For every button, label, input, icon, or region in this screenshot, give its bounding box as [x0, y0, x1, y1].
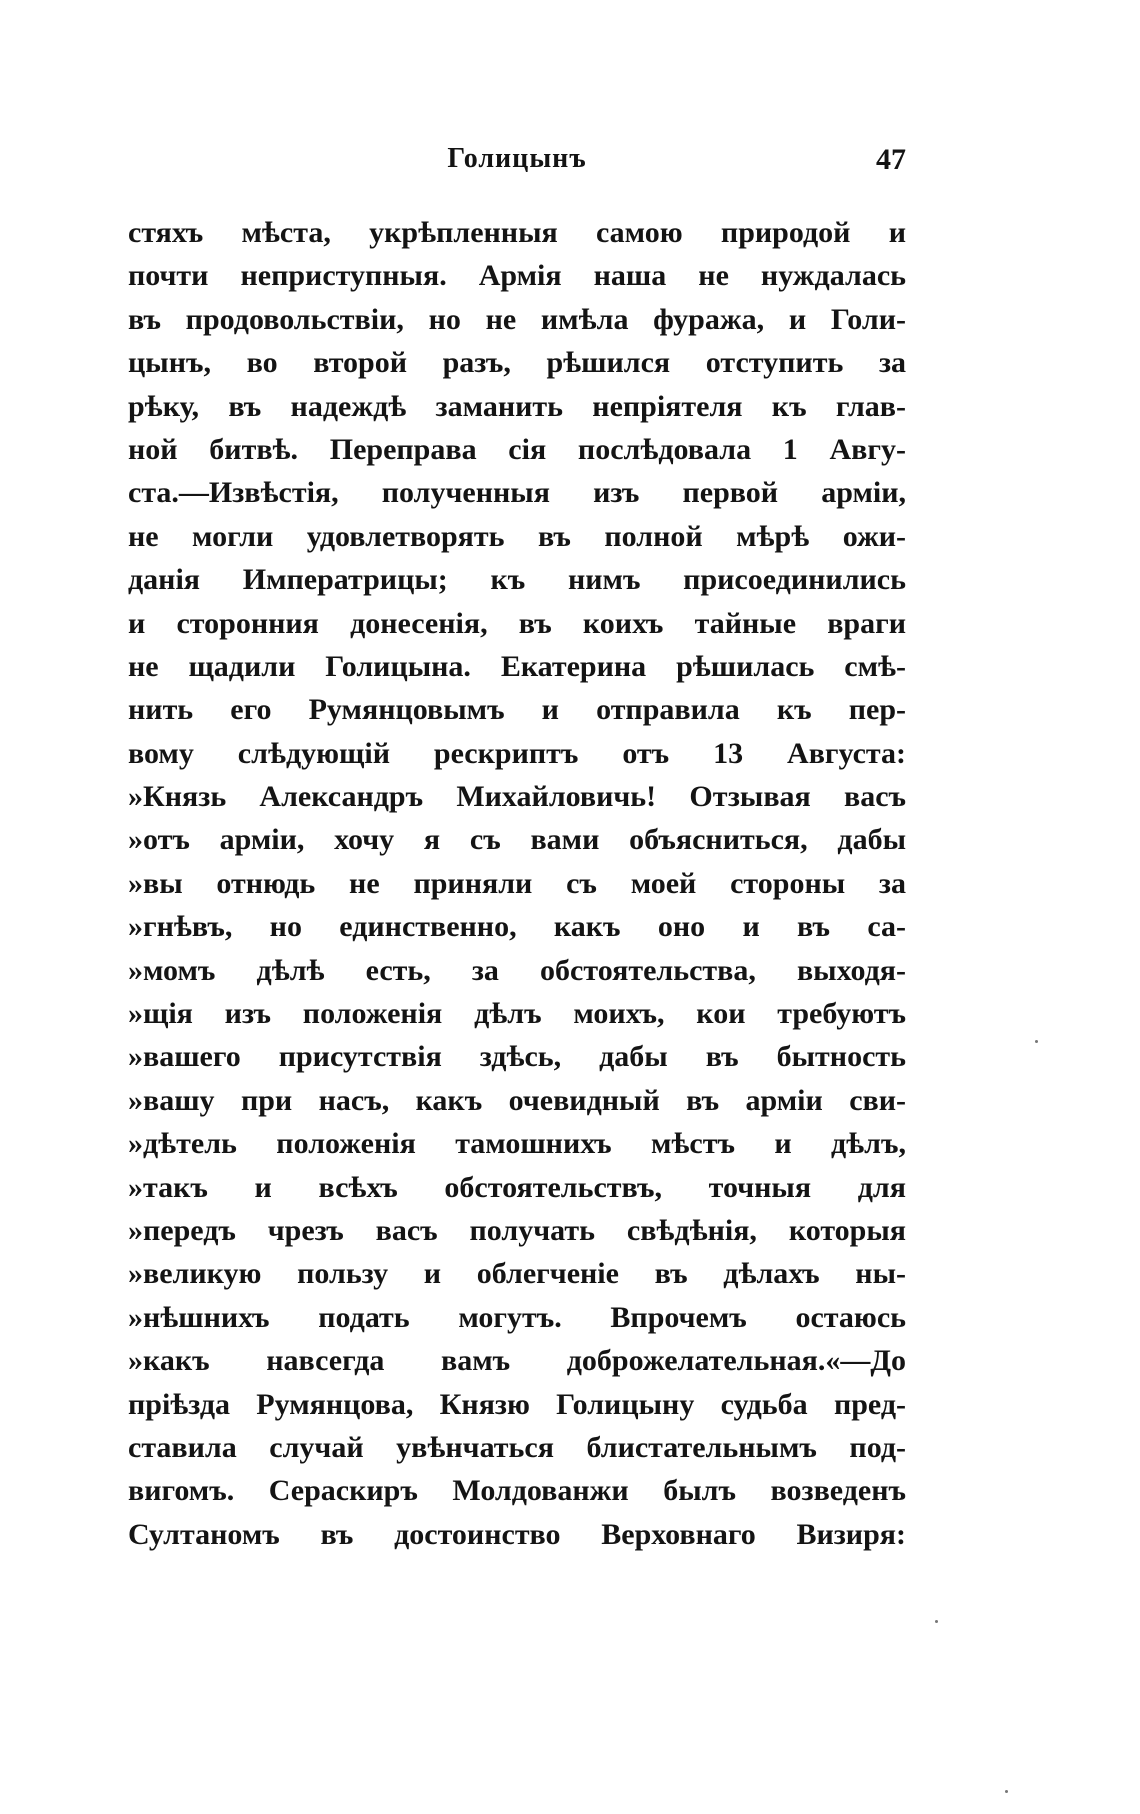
text-line: Султаномъ въ достоинство Верховнаго Визиря:: [128, 1517, 906, 1551]
page-number: 47: [876, 143, 906, 176]
text-line: почти неприступныя. Армія наша не нуждалась: [128, 259, 906, 293]
text-line: »момъ дѣлѣ есть, за обстоятельства, выходя-: [128, 953, 906, 987]
paper-speck: [1005, 1790, 1008, 1793]
text-line: и сторонния донесенія, въ коихъ тайные враги: [128, 606, 906, 640]
text-line: »вашу при насъ, какъ очевидный въ арміи сви-: [128, 1083, 906, 1117]
text-line: не щадили Голицына. Екатерина рѣшилась смѣ-: [128, 649, 906, 683]
running-head: [128, 143, 906, 183]
text-line: въ продовольствіи, но не имѣла фуража, и Голи-: [128, 302, 906, 336]
text-line: ной битвѣ. Переправа сія послѣдовала 1 Авгу-: [128, 432, 906, 466]
text-line: »отъ арміи, хочу я съ вами объясниться, дабы: [128, 823, 906, 857]
text-line: стяхъ мѣста, укрѣпленныя самою природой и: [128, 216, 906, 249]
text-line: данія Императрицы; къ нимъ присоединились: [128, 563, 906, 597]
text-line: »вы отнюдь не приняли съ моей стороны за: [128, 866, 906, 900]
text-line: ставила случай увѣнчаться блистательнымъ под-: [128, 1430, 906, 1464]
text-line: вому слѣдующій рескриптъ отъ 13 Августа:: [128, 736, 906, 770]
text-line: нить его Румянцовымъ и отправила къ пер-: [128, 693, 906, 727]
text-line: рѣку, въ надеждѣ заманить непріятеля къ глав-: [128, 389, 906, 423]
text-line: не могли удовлетворять въ полной мѣрѣ ожи-: [128, 519, 906, 553]
text-line: »великую пользу и облегченіе въ дѣлахъ ны-: [128, 1257, 906, 1291]
running-title: Голицынъ: [447, 143, 587, 174]
body-text: [128, 211, 906, 1556]
text-line: »какъ навсегда вамъ доброжелательная.«—До: [128, 1344, 906, 1378]
paper-speck: [935, 1620, 938, 1623]
text-line: »Князь Александръ Михайловичь! Отзывая васъ: [128, 780, 906, 814]
text-line: »вашего присутствія здѣсь, дабы въ бытность: [128, 1040, 906, 1074]
text-line: ста.—Извѣстія, полученныя изъ первой арміи,: [128, 476, 906, 510]
text-line: »нѣшнихъ подать могутъ. Впрочемъ остаюсь: [128, 1300, 906, 1334]
paper-speck: [1035, 1040, 1038, 1043]
text-line: »щія изъ положенія дѣлъ моихъ, кои требуютъ: [128, 997, 906, 1031]
text-line: »передъ чрезъ васъ получать свѣдѣнія, которыя: [128, 1213, 906, 1247]
text-line: »такъ и всѣхъ обстоятельствъ, точныя для: [128, 1170, 906, 1204]
text-line: вигомъ. Сераскиръ Молдованжи былъ возведенъ: [128, 1474, 906, 1508]
text-line: »гнѣвъ, но единственно, какъ оно и въ са-: [128, 910, 906, 944]
text-line: цынъ, во второй разъ, рѣшился отступить за: [128, 346, 906, 380]
text-line: »дѣтель положенія тамошнихъ мѣстъ и дѣлъ,: [128, 1127, 906, 1161]
text-line: пріѣзда Румянцова, Князю Голицыну судьба пред-: [128, 1387, 906, 1421]
